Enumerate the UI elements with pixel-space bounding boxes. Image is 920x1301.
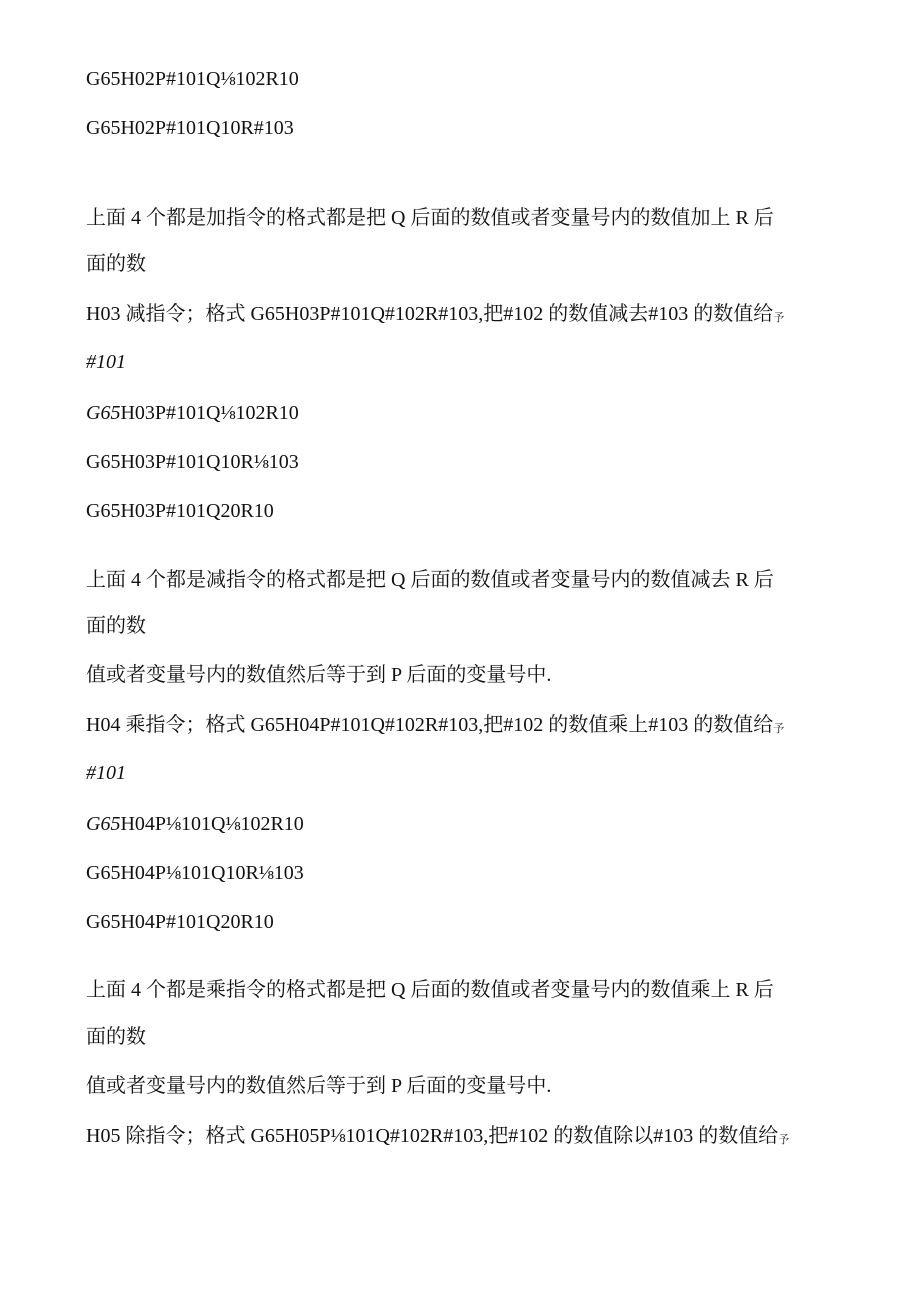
h05-definition-clipped-char: 予 [778, 1134, 790, 1147]
paragraph-add-line-2: 面的数 [86, 253, 146, 275]
paragraph-sub-line-3: 值或者变量号内的数值然后等于到 P 后面的变量号中. [86, 664, 552, 686]
h05-definition-line [86, 1123, 846, 1150]
code-rest: H03P#101Q⅛102R10 [120, 402, 299, 424]
h03-definition-text: H03 减指令；格式 G65H03P#101Q#102R#103,把#102 的数值减去#103 的数值给 [86, 303, 774, 325]
code-line-h03-a [86, 400, 846, 426]
code-line-h04-b: G65H04P⅛101Q10R⅛103 [86, 862, 304, 884]
h04-definition-text: H04 乘指令；格式 G65H04P#101Q#102R#103,把#102 的数值乘上#103 的数值给 [86, 714, 774, 736]
h03-definition-clipped-char: 予 [773, 312, 785, 325]
code-line-h04-a [86, 811, 846, 837]
h05-definition-text: H05 除指令；格式 G65H05P⅛101Q#102R#103,把#102 的数值除以#103 的数值给 [86, 1125, 779, 1147]
code-prefix: G65 [86, 813, 121, 835]
code-line-h02-b: G65H02P#101Q10R#103 [86, 117, 294, 139]
code-line-h02-a: G65H02P#101Q⅛102R10 [86, 68, 299, 90]
code-line-h04-c: G65H04P#101Q20R10 [86, 911, 274, 933]
paragraph-add-line-1: 上面 4 个都是加指令的格式都是把 Q 后面的数值或者变量号内的数值加上 R 后 [86, 207, 774, 229]
h04-definition-line [86, 712, 846, 739]
h03-definition-line [86, 301, 846, 328]
paragraph-mul-line-1: 上面 4 个都是乘指令的格式都是把 Q 后面的数值或者变量号内的数值乘上 R 后 [86, 979, 774, 1001]
h04-target-variable: #101 [86, 762, 126, 784]
code-rest: H04P⅛101Q⅛102R10 [120, 813, 304, 835]
paragraph-sub-line-2: 面的数 [86, 615, 146, 637]
code-prefix: G65 [86, 402, 121, 424]
h04-definition-clipped-char: 予 [773, 723, 785, 736]
h03-target-variable: #101 [86, 351, 126, 373]
paragraph-mul-line-3: 值或者变量号内的数值然后等于到 P 后面的变量号中. [86, 1075, 552, 1097]
code-line-h03-c: G65H03P#101Q20R10 [86, 500, 274, 522]
code-line-h03-b: G65H03P#101Q10R⅛103 [86, 451, 299, 473]
paragraph-sub-line-1: 上面 4 个都是减指令的格式都是把 Q 后面的数值或者变量号内的数值减去 R 后 [86, 569, 774, 591]
paragraph-mul-line-2: 面的数 [86, 1026, 146, 1048]
